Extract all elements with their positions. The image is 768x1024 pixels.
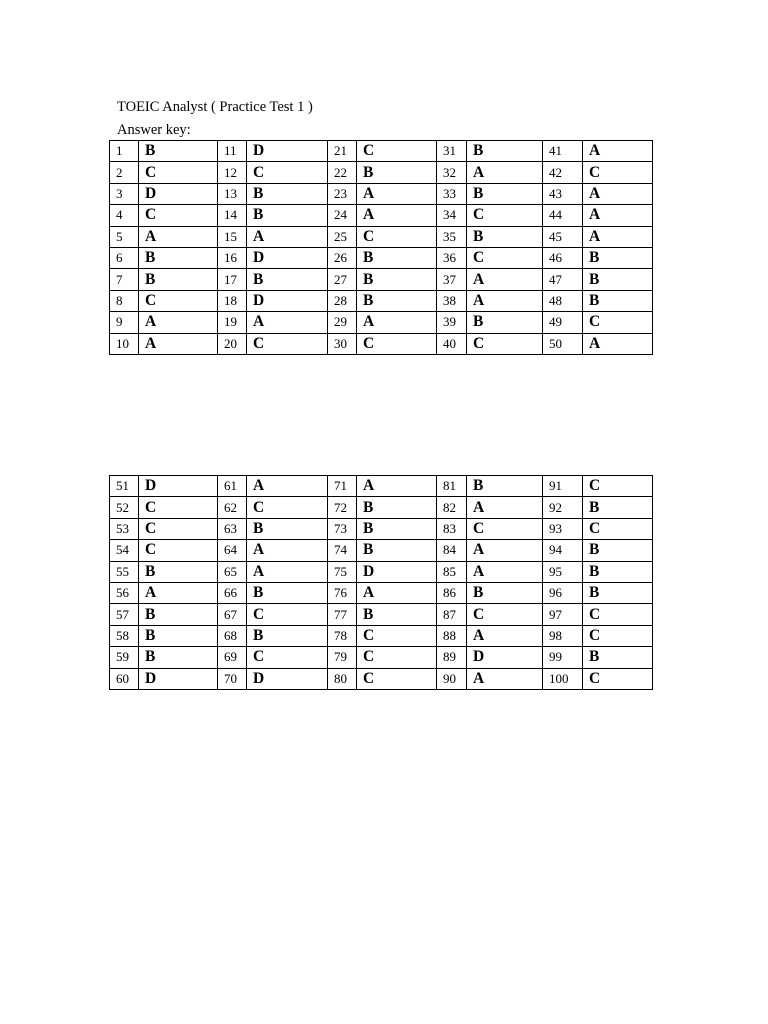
answer-letter: D [139,668,218,689]
answer-letter: B [467,141,543,162]
question-number: 96 [543,582,583,603]
answer-letter: C [247,647,328,668]
table-row [110,625,653,646]
answer-letter: B [357,518,437,539]
answer-letter: B [357,497,437,518]
question-number: 85 [437,561,467,582]
answer-letter: B [583,269,653,290]
question-number: 45 [543,226,583,247]
answer-letter: B [247,582,328,603]
question-number: 46 [543,247,583,268]
question-number: 64 [218,540,247,561]
answer-letter: B [357,604,437,625]
question-number: 20 [218,333,247,354]
answer-letter: A [583,226,653,247]
answer-letter: D [247,141,328,162]
question-number: 13 [218,183,247,204]
answer-letter: C [583,604,653,625]
answer-letter: A [247,540,328,561]
question-number: 5 [110,226,139,247]
question-number: 43 [543,183,583,204]
question-number: 51 [110,476,139,497]
question-number: 4 [110,205,139,226]
answer-letter: B [357,247,437,268]
question-number: 50 [543,333,583,354]
question-number: 95 [543,561,583,582]
answer-letter: C [467,604,543,625]
answer-letter: B [357,269,437,290]
answer-letter: B [139,561,218,582]
table-row [110,333,653,354]
question-number: 72 [328,497,357,518]
answer-letter: B [583,497,653,518]
answer-letter: A [247,561,328,582]
question-number: 78 [328,625,357,646]
answer-letter: C [583,476,653,497]
question-number: 71 [328,476,357,497]
question-number: 3 [110,183,139,204]
table-row [110,604,653,625]
answer-letter: C [357,647,437,668]
answer-letter: D [357,561,437,582]
question-number: 99 [543,647,583,668]
question-number: 73 [328,518,357,539]
question-number: 25 [328,226,357,247]
answer-letter: A [467,561,543,582]
question-number: 2 [110,162,139,183]
question-number: 82 [437,497,467,518]
question-number: 81 [437,476,467,497]
question-number: 92 [543,497,583,518]
question-number: 7 [110,269,139,290]
document-title: TOEIC Analyst ( Practice Test 1 ) [117,99,313,115]
answer-letter: B [247,269,328,290]
answer-letter: A [247,476,328,497]
question-number: 1 [110,141,139,162]
question-number: 27 [328,269,357,290]
answer-letter: D [247,290,328,311]
answer-letter: A [139,582,218,603]
answer-letter: A [139,312,218,333]
answer-letter: C [467,518,543,539]
question-number: 68 [218,625,247,646]
answer-letter: C [583,625,653,646]
table-row [110,476,653,497]
table-row [110,290,653,311]
question-number: 37 [437,269,467,290]
question-number: 49 [543,312,583,333]
question-number: 67 [218,604,247,625]
question-number: 54 [110,540,139,561]
answer-letter: A [583,333,653,354]
table-row [110,205,653,226]
answer-letter: B [247,183,328,204]
answer-letter: A [467,290,543,311]
answer-letter: A [247,312,328,333]
answer-letter: B [139,625,218,646]
answer-letter: C [357,668,437,689]
question-number: 74 [328,540,357,561]
question-number: 17 [218,269,247,290]
table-row [110,647,653,668]
question-number: 47 [543,269,583,290]
question-number: 53 [110,518,139,539]
answer-letter: C [467,333,543,354]
question-number: 14 [218,205,247,226]
answer-letter: A [357,205,437,226]
table-row [110,497,653,518]
answer-letter: C [247,333,328,354]
answer-letter: B [139,604,218,625]
question-number: 65 [218,561,247,582]
question-number: 12 [218,162,247,183]
answer-letter: C [139,518,218,539]
answer-letter: B [583,647,653,668]
question-number: 15 [218,226,247,247]
question-number: 39 [437,312,467,333]
table-row [110,226,653,247]
question-number: 79 [328,647,357,668]
answer-letter: B [247,625,328,646]
answer-letter: B [467,183,543,204]
answer-letter: B [139,141,218,162]
answer-letter: B [583,290,653,311]
question-number: 61 [218,476,247,497]
answer-letter: C [139,205,218,226]
answer-letter: A [467,162,543,183]
question-number: 28 [328,290,357,311]
table-row [110,247,653,268]
question-number: 6 [110,247,139,268]
question-number: 77 [328,604,357,625]
table-row [110,668,653,689]
answer-letter: C [583,162,653,183]
answer-key-table-51-100 [109,475,653,690]
answer-letter: A [139,333,218,354]
answer-letter: C [247,497,328,518]
answer-letter: A [583,205,653,226]
question-number: 24 [328,205,357,226]
question-number: 31 [437,141,467,162]
answer-letter: C [467,247,543,268]
question-number: 22 [328,162,357,183]
answer-letter: A [357,183,437,204]
answer-letter: C [583,312,653,333]
answer-letter: B [583,247,653,268]
question-number: 56 [110,582,139,603]
question-number: 48 [543,290,583,311]
question-number: 33 [437,183,467,204]
question-number: 19 [218,312,247,333]
table-row [110,162,653,183]
question-number: 41 [543,141,583,162]
question-number: 38 [437,290,467,311]
question-number: 98 [543,625,583,646]
answer-letter: B [583,561,653,582]
question-number: 70 [218,668,247,689]
answer-letter: C [139,290,218,311]
question-number: 29 [328,312,357,333]
answer-letter: C [247,162,328,183]
answer-letter: A [467,625,543,646]
answer-letter: B [357,290,437,311]
question-number: 34 [437,205,467,226]
question-number: 94 [543,540,583,561]
answer-letter: B [357,540,437,561]
answer-letter: D [139,183,218,204]
table-row [110,141,653,162]
answer-letter: D [467,647,543,668]
answer-letter: C [357,625,437,646]
answer-letter: B [467,312,543,333]
question-number: 11 [218,141,247,162]
question-number: 40 [437,333,467,354]
answer-letter: A [467,269,543,290]
question-number: 42 [543,162,583,183]
question-number: 86 [437,582,467,603]
question-number: 26 [328,247,357,268]
table-row [110,582,653,603]
table-row [110,312,653,333]
question-number: 89 [437,647,467,668]
answer-letter: A [467,497,543,518]
answer-letter: C [139,497,218,518]
answer-letter: A [583,183,653,204]
answer-letter: B [583,540,653,561]
table-row [110,518,653,539]
question-number: 88 [437,625,467,646]
answer-letter: A [357,476,437,497]
question-number: 75 [328,561,357,582]
answer-letter: B [467,226,543,247]
answer-letter: D [247,668,328,689]
question-number: 97 [543,604,583,625]
question-number: 83 [437,518,467,539]
answer-letter: C [467,205,543,226]
answer-letter: A [247,226,328,247]
question-number: 57 [110,604,139,625]
answer-letter: B [583,582,653,603]
answer-letter: B [139,647,218,668]
question-number: 30 [328,333,357,354]
answer-letter: C [357,141,437,162]
question-number: 90 [437,668,467,689]
question-number: 55 [110,561,139,582]
question-number: 32 [437,162,467,183]
answer-key-heading: Answer key: [117,122,191,138]
answer-letter: A [467,668,543,689]
answer-letter: C [247,604,328,625]
question-number: 35 [437,226,467,247]
answer-letter: C [357,333,437,354]
answer-letter: C [583,668,653,689]
table-row [110,183,653,204]
answer-letter: D [139,476,218,497]
question-number: 62 [218,497,247,518]
answer-letter: C [357,226,437,247]
question-number: 58 [110,625,139,646]
question-number: 21 [328,141,357,162]
table-row [110,561,653,582]
answer-letter: C [583,518,653,539]
question-number: 36 [437,247,467,268]
answer-letter: A [357,312,437,333]
question-number: 69 [218,647,247,668]
answer-letter: B [357,162,437,183]
table-row [110,269,653,290]
question-number: 9 [110,312,139,333]
answer-letter: B [139,269,218,290]
answer-letter: A [583,141,653,162]
answer-letter: C [139,540,218,561]
question-number: 76 [328,582,357,603]
answer-letter: B [467,476,543,497]
question-number: 52 [110,497,139,518]
question-number: 80 [328,668,357,689]
table-row [110,540,653,561]
question-number: 63 [218,518,247,539]
question-number: 59 [110,647,139,668]
answer-letter: B [247,518,328,539]
question-number: 8 [110,290,139,311]
question-number: 60 [110,668,139,689]
question-number: 84 [437,540,467,561]
question-number: 87 [437,604,467,625]
answer-letter: D [247,247,328,268]
question-number: 91 [543,476,583,497]
question-number: 10 [110,333,139,354]
answer-letter: A [467,540,543,561]
answer-letter: B [139,247,218,268]
question-number: 23 [328,183,357,204]
answer-letter: A [357,582,437,603]
question-number: 18 [218,290,247,311]
question-number: 16 [218,247,247,268]
answer-letter: B [467,582,543,603]
question-number: 66 [218,582,247,603]
answer-letter: B [247,205,328,226]
question-number: 93 [543,518,583,539]
answer-key-table-1-50 [109,140,653,355]
question-number: 44 [543,205,583,226]
question-number: 100 [543,668,583,689]
answer-letter: C [139,162,218,183]
answer-letter: A [139,226,218,247]
